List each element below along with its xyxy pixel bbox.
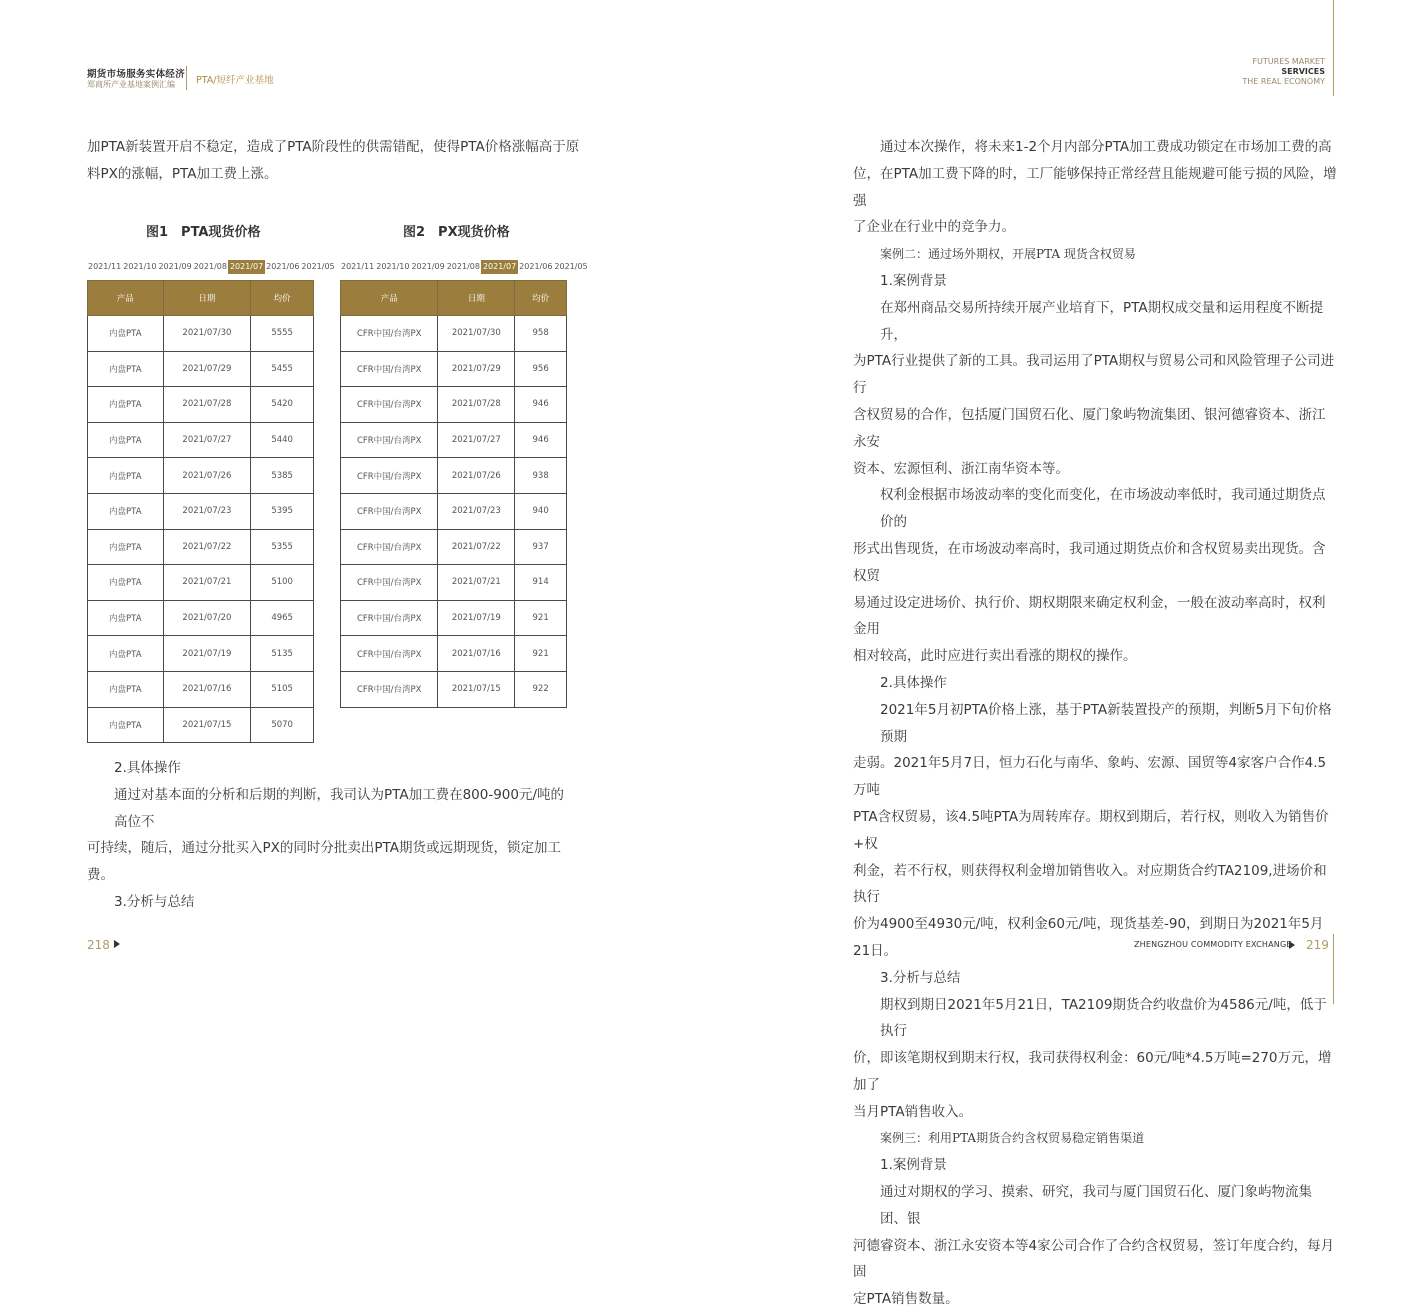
section-heading-summary: 3.分析与总结 (114, 893, 195, 910)
paragraph-line: 1.案例背景 (880, 272, 947, 289)
table-cell: CFR中国/台湾PX (341, 600, 438, 636)
table-row (341, 422, 567, 458)
date-tab[interactable]: 2021/07 (228, 260, 265, 274)
paragraph-line: 通过对期权的学习、摸索、研究，我司与厦门国贸石化、厦门象屿物流集团、银 (880, 1184, 1312, 1227)
table-cell: CFR中国/台湾PX (341, 422, 438, 458)
table-cell: 5440 (251, 422, 314, 458)
table-cell: 2021/07/23 (438, 493, 515, 529)
table-row (88, 671, 314, 707)
paragraph-line: 定PTA销售数量。 (853, 1291, 959, 1308)
paragraph-line: 相对较高，此时应进行卖出看涨的期权的操作。 (853, 648, 1137, 665)
table-cell: 内盘PTA (88, 458, 164, 494)
table-row (341, 600, 567, 636)
table-cell: CFR中国/台湾PX (341, 493, 438, 529)
column-header: 产品 (341, 281, 438, 316)
paragraph-line: 价，即该笔期权到期末行权，我司获得权利金：60元/吨*4.5万吨=270万元，增加了 (853, 1050, 1332, 1093)
table-cell: 2021/07/16 (438, 636, 515, 672)
column-header: 日期 (438, 281, 515, 316)
table-cell: 2021/07/27 (163, 422, 251, 458)
table-row (88, 565, 314, 601)
paragraph-line: 2021年5月初PTA价格上涨，基于PTA新装置投产的预期，判断5月下旬价格预期 (880, 701, 1332, 745)
paragraph-line: 加PTA新装置开启不稳定，造成了PTA阶段性的供需错配，使得PTA价格涨幅高于原 (87, 139, 580, 155)
paragraph-line: 位，在PTA加工费下降的时，工厂能够保持正常经营且能规避可能亏损的风险，增强 (853, 165, 1337, 209)
paragraph-line: 通过本次操作，将未来1-2个月内部分PTA加工费成功锁定在市场加工费的高 (880, 139, 1332, 155)
table-cell: 956 (515, 351, 567, 387)
paragraph-line: PTA含权贸易，该4.5吨PTA为周转库存。期权到期后，若行权，则收入为销售价+权 (853, 808, 1329, 852)
figure2-date-tabs (340, 260, 589, 274)
table-cell: CFR中国/台湾PX (341, 671, 438, 707)
table-row (341, 351, 567, 387)
table-cell: CFR中国/台湾PX (341, 458, 438, 494)
paragraph-line: 价为4900至4930元/吨，权利金60元/吨，现货基差-90，到期日为2021年5月21日。 (853, 916, 1324, 959)
table-cell: 2021/07/19 (163, 636, 251, 672)
paragraph-line: 2.具体操作 (880, 674, 947, 691)
table-cell: 内盘PTA (88, 636, 164, 672)
table-cell: 921 (515, 600, 567, 636)
paragraph-line: 当月PTA销售收入。 (853, 1103, 973, 1120)
table-cell: 2021/07/30 (438, 316, 515, 352)
table-row (341, 636, 567, 672)
section-heading-operation: 2.具体操作 (114, 760, 181, 776)
table-cell: 2021/07/21 (163, 565, 251, 601)
left-operation-section (87, 755, 572, 916)
paragraph-line: 利金，若不行权，则获得权利金增加销售收入。对应期货合约TA2109,进场价和执行 (853, 862, 1327, 906)
right-page-number: 219 (1306, 938, 1329, 952)
table-row (341, 493, 567, 529)
header-right-branding (1242, 57, 1325, 87)
date-tab[interactable]: 2021/11 (88, 262, 122, 271)
table-cell: 内盘PTA (88, 422, 164, 458)
table-cell: 958 (515, 316, 567, 352)
header-divider (186, 66, 187, 90)
date-tab[interactable]: 2021/11 (341, 262, 375, 271)
table-cell: 5355 (251, 529, 314, 565)
table-cell: 2021/07/26 (438, 458, 515, 494)
branding-line-3: THE REAL ECONOMY (1242, 77, 1325, 86)
table-cell: CFR中国/台湾PX (341, 387, 438, 423)
table-row (88, 600, 314, 636)
table-cell: 2021/07/21 (438, 565, 515, 601)
table-cell: 内盘PTA (88, 351, 164, 387)
table-cell: 2021/07/29 (438, 351, 515, 387)
pta-price-table (87, 280, 314, 743)
branding-line-1: FUTURES MARKET (1252, 57, 1325, 66)
table-cell: 914 (515, 565, 567, 601)
paragraph-line: 通过对基本面的分析和后期的判断，我司认为PTA加工费在800-900元/吨的高位不 (114, 786, 565, 830)
table-cell: 5455 (251, 351, 314, 387)
paragraph-line: 在郑州商品交易所持续开展产业培育下，PTA期权成交量和运用程度不断提升， (880, 299, 1324, 343)
date-tab[interactable]: 2021/10 (376, 262, 410, 271)
figure2-title: 图2 PX现货价格 (403, 225, 510, 240)
figure1-date-tabs (87, 260, 336, 274)
table-cell: 922 (515, 671, 567, 707)
table-cell: 938 (515, 458, 567, 494)
paragraph-line: 权利金根据市场波动率的变化而变化，在市场波动率低时，我司通过期货点价的 (880, 487, 1326, 531)
table-row (88, 387, 314, 423)
table-row (341, 529, 567, 565)
date-tab[interactable]: 2021/09 (158, 262, 192, 271)
left-page-number: 218 (87, 938, 110, 952)
table-cell: 2021/07/29 (163, 351, 251, 387)
column-header: 均价 (251, 281, 314, 316)
paragraph-line: 为PTA行业提供了新的工具。我司运用了PTA期权与贸易公司和风险管理子公司进行 (853, 353, 1335, 397)
table-cell: 2021/07/27 (438, 422, 515, 458)
table-cell: 921 (515, 636, 567, 672)
column-header: 产品 (88, 281, 164, 316)
table-row (88, 351, 314, 387)
column-header: 日期 (163, 281, 251, 316)
right-page-body (853, 134, 1338, 1313)
branding-line-2: SERVICES (1281, 67, 1325, 76)
table-cell: 2021/07/15 (438, 671, 515, 707)
table-cell: 5100 (251, 565, 314, 601)
table-cell: CFR中国/台湾PX (341, 316, 438, 352)
date-tab[interactable]: 2021/08 (446, 262, 480, 271)
paragraph-line: 1.案例背景 (880, 1157, 947, 1174)
table-cell: 内盘PTA (88, 707, 164, 743)
table-cell: 内盘PTA (88, 671, 164, 707)
table-cell: 5555 (251, 316, 314, 352)
table-cell: 946 (515, 422, 567, 458)
table-cell: CFR中国/台湾PX (341, 529, 438, 565)
date-tab[interactable]: 2021/07 (481, 260, 518, 274)
paragraph-line: 形式出售现货，在市场波动率高时，我司通过期货点价和含权贸易卖出现货。含权贸 (853, 540, 1326, 584)
table-cell: 内盘PTA (88, 529, 164, 565)
table-cell: 2021/07/30 (163, 316, 251, 352)
paragraph-line: 料PX的涨幅，PTA加工费上涨。 (87, 165, 278, 182)
paragraph-line: 可持续，随后，通过分批买入PX的同时分批卖出PTA期货或远期现货，锁定加工费。 (87, 840, 561, 884)
case-heading: 案例三：利用PTA期货合约含权贸易稳定销售渠道 (880, 1131, 1145, 1146)
table-cell: 5420 (251, 387, 314, 423)
paragraph-line: 含权贸易的合作，包括厦门国贸石化、厦门象屿物流集团、银河德睿资本、浙江永安 (853, 406, 1326, 450)
header-section-name: PTA/短纤产业基地 (196, 75, 274, 86)
header-book-subtitle: 郑商所产业基地案例汇编 (87, 80, 175, 89)
paragraph-line: 资本、宏源恒利、浙江南华资本等。 (853, 460, 1069, 477)
paragraph-line: 易通过设定进场价、执行价、期权期限来确定权利金，一般在波动率高时，权利金用 (853, 594, 1326, 638)
paragraph-line: 走弱。2021年5月7日，恒力石化与南华、象屿、宏源、国贸等4家客户合作4.5万吨 (853, 755, 1327, 799)
table-cell: 内盘PTA (88, 493, 164, 529)
table-row (341, 565, 567, 601)
table-cell: 5395 (251, 493, 314, 529)
table-row (88, 707, 314, 743)
column-header: 均价 (515, 281, 567, 316)
table-cell: 2021/07/19 (438, 600, 515, 636)
date-tab[interactable]: 2021/06 (266, 262, 300, 271)
table-cell: 内盘PTA (88, 600, 164, 636)
date-tab[interactable]: 2021/10 (123, 262, 157, 271)
left-intro-paragraph (87, 134, 579, 188)
date-tab[interactable]: 2021/05 (301, 262, 335, 271)
table-cell: 946 (515, 387, 567, 423)
figure1-title: 图1 PTA现货价格 (146, 225, 261, 240)
footer-exchange-name: ZHENGZHOU COMMODITY EXCHANGE (1134, 940, 1292, 949)
table-row (88, 529, 314, 565)
triangle-right-icon (114, 940, 120, 948)
table-row (341, 316, 567, 352)
table-cell: 5070 (251, 707, 314, 743)
date-tab[interactable]: 2021/06 (519, 262, 553, 271)
table-row (88, 458, 314, 494)
table-row (88, 422, 314, 458)
table-cell: CFR中国/台湾PX (341, 565, 438, 601)
table-cell: 940 (515, 493, 567, 529)
paragraph-line: 了企业在行业中的竞争力。 (853, 219, 1015, 236)
table-cell: 内盘PTA (88, 565, 164, 601)
page-edge-line-top (1333, 0, 1334, 96)
table-cell: 2021/07/22 (163, 529, 251, 565)
table-cell: 5135 (251, 636, 314, 672)
table-cell: 内盘PTA (88, 316, 164, 352)
table-cell: 2021/07/16 (163, 671, 251, 707)
triangle-right-icon (1289, 941, 1295, 949)
table-cell: 937 (515, 529, 567, 565)
paragraph-line: 3.分析与总结 (880, 969, 961, 986)
table-cell: 5105 (251, 671, 314, 707)
date-tab[interactable]: 2021/05 (554, 262, 588, 271)
table-cell: 2021/07/26 (163, 458, 251, 494)
table-cell: CFR中国/台湾PX (341, 636, 438, 672)
table-cell: 内盘PTA (88, 387, 164, 423)
table-cell: 2021/07/28 (163, 387, 251, 423)
header-book-title: 期货市场服务实体经济 (87, 69, 186, 80)
table-cell: 2021/07/22 (438, 529, 515, 565)
table-row (88, 636, 314, 672)
table-cell: 2021/07/28 (438, 387, 515, 423)
table-cell: 2021/07/20 (163, 600, 251, 636)
table-cell: CFR中国/台湾PX (341, 351, 438, 387)
paragraph-line: 河德睿资本、浙江永安资本等4家公司合作了合约含权贸易，签订年度合约，每月固 (853, 1237, 1335, 1281)
table-row (88, 316, 314, 352)
table-row (341, 671, 567, 707)
case-heading: 案例二：通过场外期权，开展PTA 现货含权贸易 (880, 247, 1136, 262)
table-cell: 2021/07/23 (163, 493, 251, 529)
px-price-table (340, 280, 567, 708)
table-row (341, 458, 567, 494)
table-cell: 5385 (251, 458, 314, 494)
table-cell: 4965 (251, 600, 314, 636)
paragraph-line: 期权到期日2021年5月21日，TA2109期货合约收盘价为4586元/吨，低于执行 (880, 996, 1327, 1040)
date-tab[interactable]: 2021/08 (193, 262, 227, 271)
table-row (88, 493, 314, 529)
table-row (341, 387, 567, 423)
table-cell: 2021/07/15 (163, 707, 251, 743)
date-tab[interactable]: 2021/09 (411, 262, 445, 271)
